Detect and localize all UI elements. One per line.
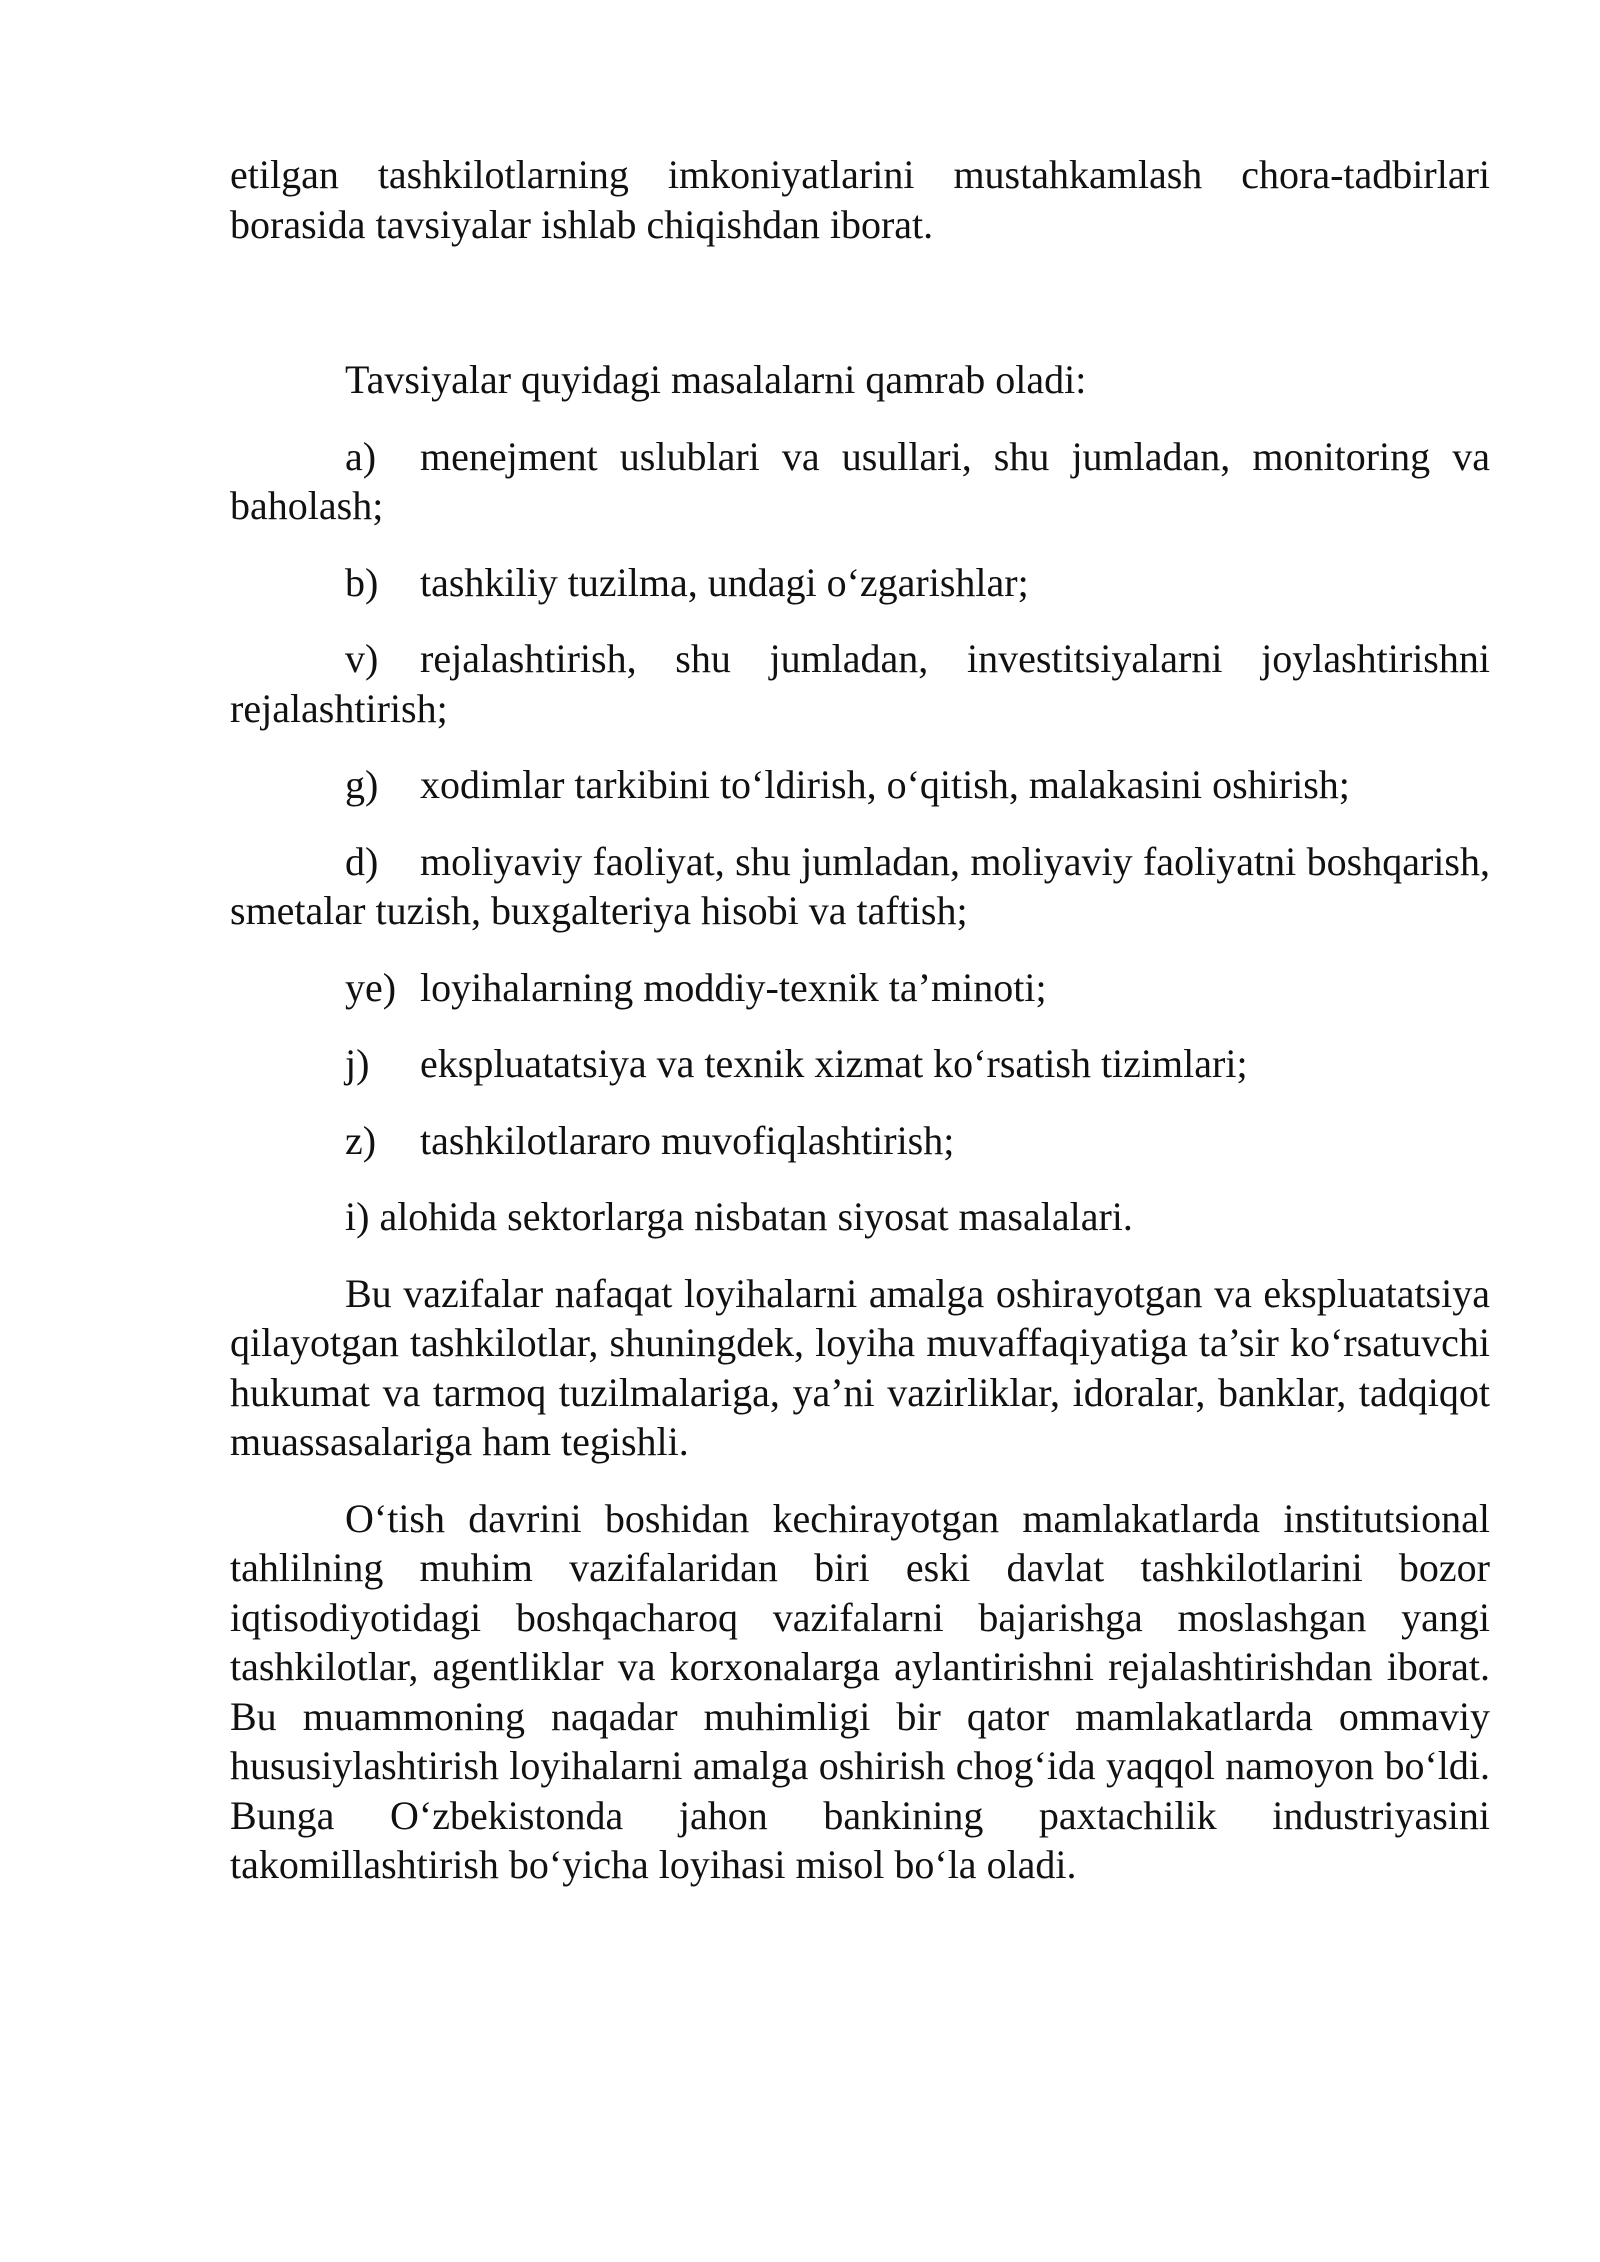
list-item-text: tashkiliy tuzilma, undagi o‘zgarishlar; (420, 559, 1029, 605)
list-item-marker: z) (345, 1117, 377, 1163)
list-item (230, 760, 1490, 810)
list-item (230, 634, 1490, 733)
list-item-text: rejalashtirish, shu jumladan, investitsiyalarni joylashtirishni rejalashtirish; (230, 636, 1490, 731)
list-item-marker: j) (345, 1041, 370, 1086)
list-item (230, 1192, 1490, 1242)
recommendations-list (230, 432, 1490, 1242)
list-item (230, 963, 1490, 1013)
list-item-marker: g) (345, 762, 379, 807)
list-item-marker: b) (345, 559, 379, 605)
intro-paragraph: etilgan tashkilotlarning imkoniyatlarini mustahkamlash chora-tadbirlari borasida tavsiyalar ishlab chiqishdan iborat. (230, 152, 1490, 247)
list-item-text: menejment uslublari va usullari, shu jumladan, monitoring va baholash; (230, 433, 1490, 528)
list-item-marker: d) (345, 838, 379, 884)
list-item-text: ekspluatatsiya va texnik xizmat ko‘rsatish tizimlari; (420, 1041, 1248, 1086)
list-item (230, 1116, 1490, 1166)
list-item (230, 837, 1490, 936)
list-item (230, 432, 1490, 531)
body-paragraph-2: Bu vazifalar nafaqat loyihalarni amalga oshirayotgan va ekspluatatsiya qilayotgan tashkilotlar, shuningdek, loyiha muvaffaqiyatiga ta’sir ko‘rsatuvchi hukumat va tarmoq tuzilmalariga, ya’ni vazirliklar, idoralar, banklar, tadqiqot muassasalariga ham tegishli. (230, 1270, 1490, 1464)
list-item-text: xodimlar tarkibini to‘ldirish, o‘qitish, malakasini oshirish; (420, 762, 1350, 807)
list-item (230, 1039, 1490, 1089)
list-item-marker: ye) (345, 964, 397, 1010)
lead-in-paragraph: Tavsiyalar quyidagi masalalarni qamrab oladi: (345, 357, 1087, 402)
list-item-text: moliyaviy faoliyat, shu jumladan, moliyaviy faoliyatni boshqarish, smetalar tuzish, buxgalteriya hisobi va taftish; (230, 838, 1490, 933)
list-item-text: alohida sektorlarga nisbatan siyosat masalalari. (379, 1194, 1133, 1239)
list-item-marker: i) (345, 1194, 370, 1239)
list-item-marker: a) (345, 433, 377, 479)
list-item (230, 558, 1490, 608)
list-item-text: loyihalarning moddiy-texnik ta’minoti; (420, 964, 1047, 1010)
list-item-text: tashkilotlararo muvofiqlashtirish; (420, 1117, 955, 1163)
document-page (230, 150, 1490, 1890)
list-item-marker: v) (345, 636, 379, 681)
body-paragraph-3: O‘tish davrini boshidan kechirayotgan mamlakatlarda institutsional tahlilning muhim vazifalaridan biri eski davlat tashkilotlarini bozor iqtisodiyotidagi boshqacharoq vazifalarni bajarishga moslashgan yangi tashkilotlar, agentliklar va korxonalarga aylantirishni rejalashtirishdan iborat. Bu muammoning naqadar muhimligi bir qator mamlakatlarda ommaviy hususiylashtirish loyihalarni amalga oshirish chog‘ida yaqqol namoyon bo‘ldi. Bunga O‘zbekistonda jahon bankining paxtachilik industriyasini takomillashtirish bo‘yicha loyihasi misol bo‘la oladi. (230, 1495, 1490, 1887)
